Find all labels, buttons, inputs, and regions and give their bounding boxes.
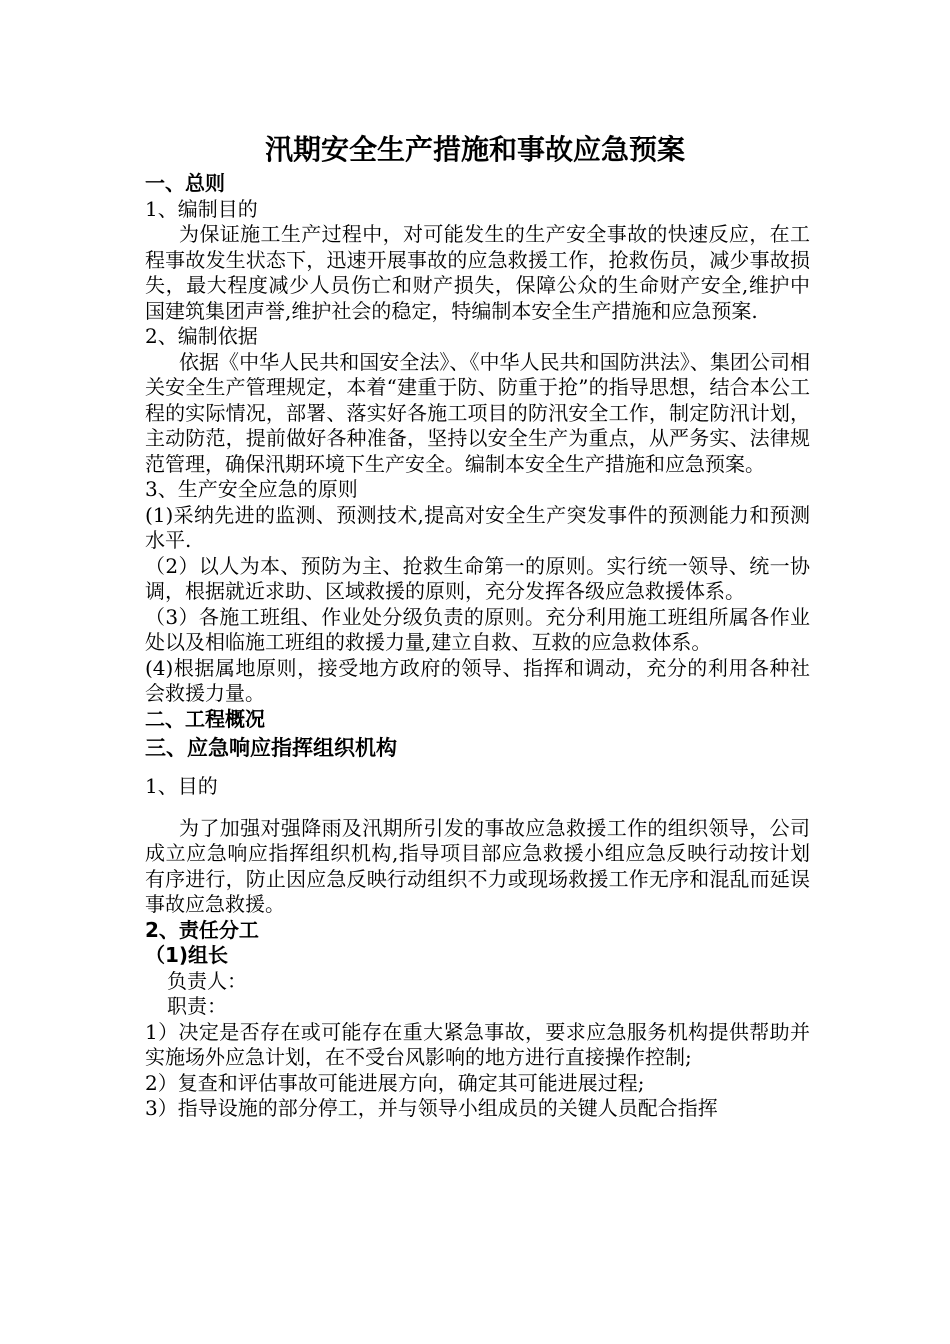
subsection-responsibility: 2、责任分工 bbox=[145, 917, 259, 942]
document-title: 汛期安全生产措施和事故应急预案 bbox=[264, 133, 685, 166]
paragraph-purpose: 为保证施工生产过程中，对可能发生的生产安全事故的快速反应，在工程事故发生状态下，迅速开展事故的应急救援工作，抢救伤员，减少事故损失，最大程度减少人员伤亡和财产损失，保障公众的生命财产安全,维护中国建筑集团声誉,维护社会的稳定，特编制本安全生产措施和应急预案. bbox=[145, 222, 810, 323]
paragraph-goal: 为了加强对强降雨及汛期所引发的事故应急救援工作的组织领导，公司成立应急响应指挥组织机构,指导项目部应急救援小组应急反映行动按计划有序进行，防止因应急反映行动组织不力或现场救援工作无序和混乱而延误事故应急救援。 bbox=[145, 815, 810, 916]
paragraph-basis: 依据《中华人民共和国安全法》、《中华人民共和国防洪法》、集团公司相关安全生产管理规定，本着“建重于防、防重于抢”的指导思想，结合本公工程的实际情况，部署、落实好各施工项目的防汛安全工作，制定防汛计划，主动防范，提前做好各种准备，坚持以安全生产为重点，从严务实、法律规范管理，确保汛期环境下生产安全。编制本安全生产措施和应急预案。 bbox=[145, 349, 810, 476]
paragraph-principle-2: （2）以人为本、预防为主、抢救生命第一的原则。实行统一领导、统一协调，根据就近求助、区域救援的原则，充分发挥各级应急救援体系。 bbox=[145, 553, 810, 603]
duty-item-1: 1）决定是否存在或可能存在重大紧急事故，要求应急服务机构提供帮助并实施场外应急计划，在不受台风影响的地方进行直接操作控制; bbox=[145, 1019, 810, 1069]
duty-item-2: 2）复查和评估事故可能进展方向，确定其可能进展过程; bbox=[145, 1070, 645, 1095]
leader-person-label: 负责人： bbox=[167, 968, 247, 993]
subsection-goal: 1、目的 bbox=[145, 774, 218, 798]
paragraph-principle-4: (4)根据属地原则，接受地方政府的领导、指挥和调动，充分的利用各种社会救援力量。 bbox=[145, 655, 810, 705]
section-heading-general: 一、总则 bbox=[145, 171, 225, 195]
leader-duty-label: 职责： bbox=[167, 994, 227, 1018]
paragraph-principle-1: (1)采纳先进的监测、预测技术,提高对安全生产突发事件的预测能力和预测水平. bbox=[145, 502, 810, 552]
section-heading-overview: 二、工程概况 bbox=[145, 706, 265, 731]
subsection-basis: 2、编制依据 bbox=[145, 324, 258, 348]
document-body bbox=[145, 171, 810, 1122]
duty-item-3: 3）指导设施的部分停工，并与领导小组成员的关键人员配合指挥 bbox=[145, 1096, 718, 1120]
paragraph-principle-3: （3）各施工班组、作业处分级负责的原则。充分利用施工班组所属各作业处以及相临施工班组的救援力量,建立自救、互救的应急救体系。 bbox=[145, 604, 810, 654]
section-heading-organization: 三、应急响应指挥组织机构 bbox=[145, 736, 397, 760]
subsection-principles: 3、生产安全应急的原则 bbox=[145, 477, 358, 501]
subsection-purpose: 1、编制目的 bbox=[145, 196, 258, 221]
subsection-leader: （1)组长 bbox=[145, 943, 229, 967]
